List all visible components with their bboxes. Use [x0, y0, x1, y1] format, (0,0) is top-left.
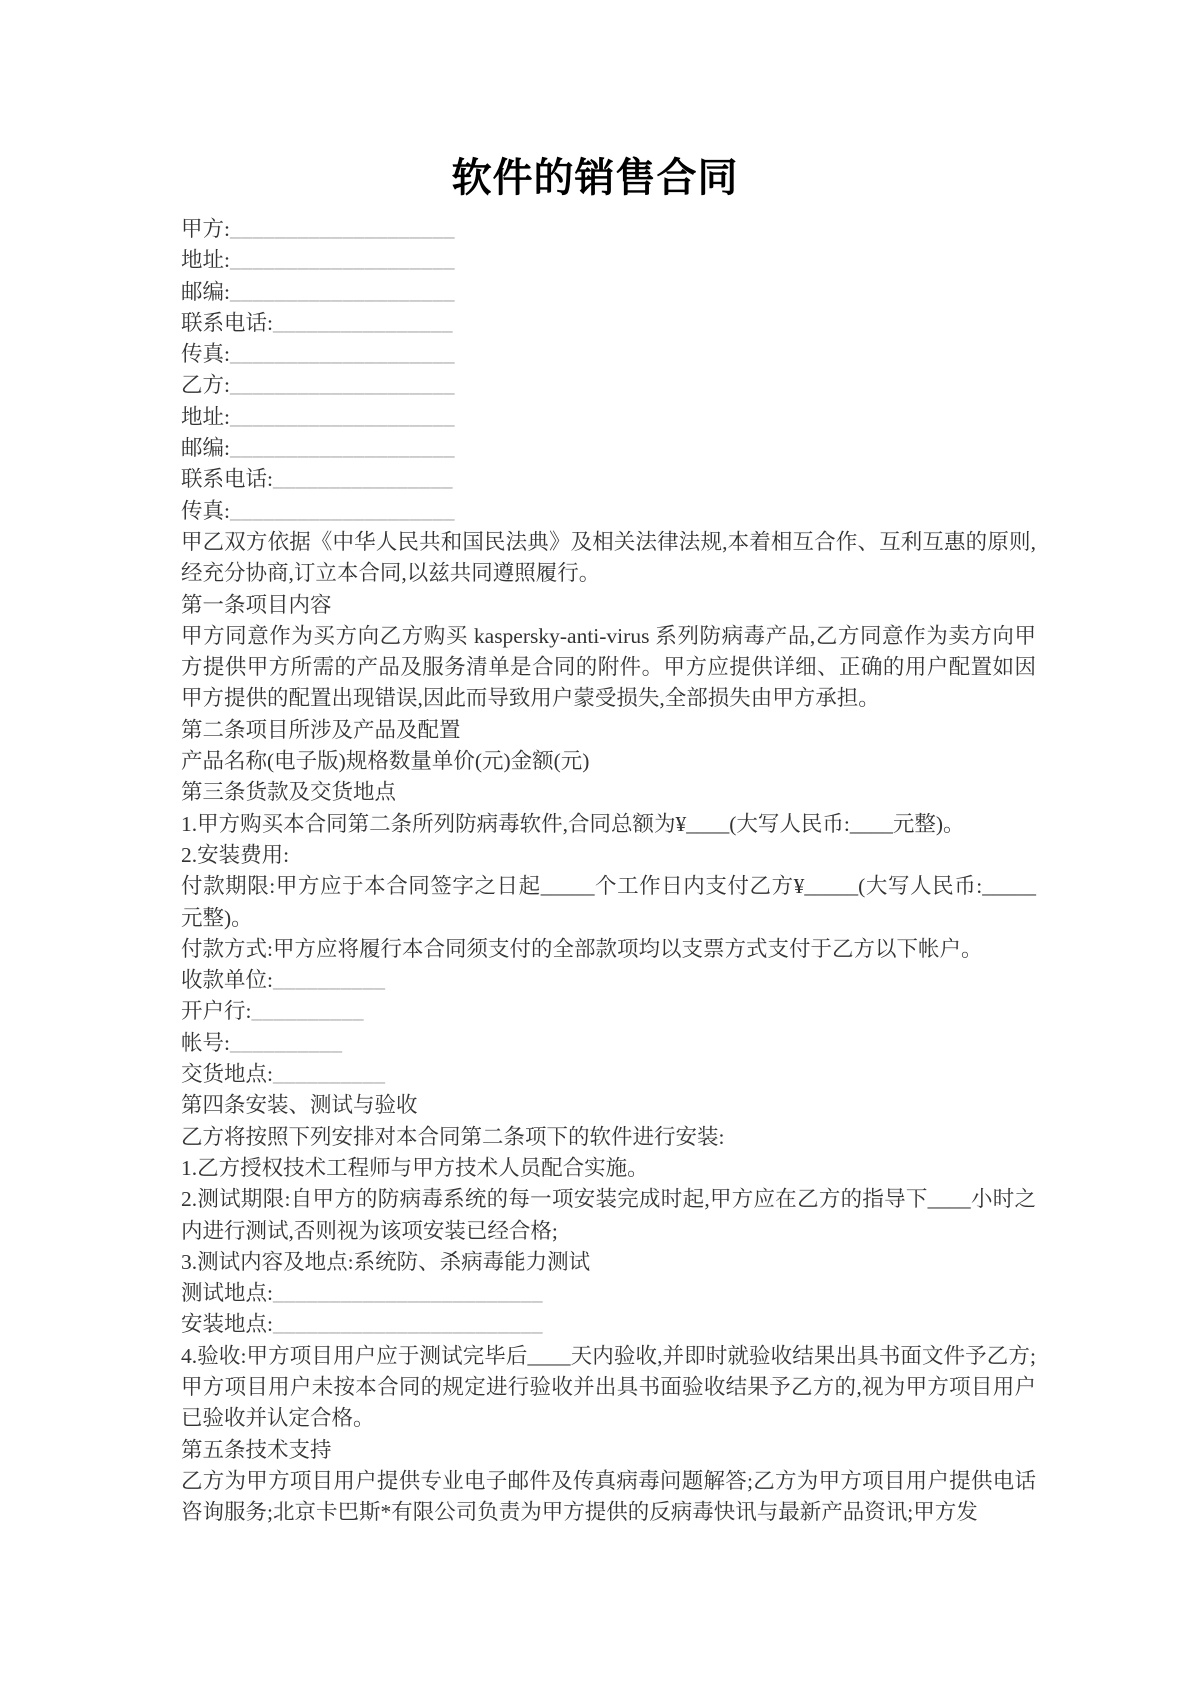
install-location-blank: ________________________ [272, 1312, 543, 1337]
party-a-zipcode-label: 邮编: [181, 279, 230, 304]
party-b-name-row [181, 370, 1036, 401]
article-3-heading: 第三条货款及交货地点 [181, 780, 397, 805]
article-2-heading: 第二条项目所涉及产品及配置 [181, 717, 461, 742]
party-a-name-row [181, 214, 1036, 245]
test-location-blank: ________________________ [272, 1281, 543, 1306]
party-b-fax-label: 传真: [181, 498, 230, 523]
party-b-fax-row [181, 496, 1036, 527]
payee-name-label: 收款单位: [181, 968, 273, 993]
account-number-row [181, 1028, 1036, 1059]
party-a-fax-label: 传真: [181, 342, 230, 367]
party-a-fax-row [181, 339, 1036, 370]
install-location-row [181, 1309, 1036, 1340]
account-number-blank: __________ [229, 1030, 343, 1055]
article-1-heading: 第一条项目内容 [181, 592, 332, 617]
party-b-zipcode-label: 邮编: [181, 436, 230, 461]
party-b-phone-blank: ________________ [272, 467, 453, 492]
party-a-name-blank: ____________________ [229, 217, 455, 241]
payee-name-row [181, 965, 1036, 996]
article-4-heading: 第四条安装、测试与验收 [181, 1093, 418, 1118]
clause-4-4-acceptance: 4.验收:甲方项目用户应于测试完毕后____天内验收,并即时就验收结果出具书面文件予乙方;甲方项目用户未按本合同的规定进行验收并出具书面验收结果予乙方的,视为甲方项目用户已验收并认定合格。 [181, 1343, 1036, 1431]
test-location-row [181, 1278, 1036, 1309]
preamble-paragraph: 甲乙双方依据《中华人民共和国民法典》及相关法律法规,本着相互合作、互利互惠的原则,经充分协商,订立本合同,以兹共同遵照履行。 [181, 529, 1036, 586]
clause-4-3-test-content: 3.测试内容及地点:系统防、杀病毒能力测试 [181, 1249, 591, 1274]
bank-row [181, 996, 1036, 1027]
install-arrangement-intro: 乙方将按照下列安排对本合同第二条项下的软件进行安装: [181, 1124, 725, 1149]
payment-term-clause: 付款期限:甲方应于本合同签字之日起_____个工作日内支付乙方¥_____(大写人民币:_____元整)。 [181, 874, 1036, 930]
article-1-body: 甲方同意作为买方向乙方购买 kaspersky-anti-virus 系列防病毒产品,乙方同意作为卖方向甲方提供甲方所需的产品及服务清单是合同的附件。甲方应提供详细、正确的用户配置如因甲方提供的配置出现错误,因此而导致用户蒙受损失,全部损失由甲方承担。 [181, 623, 1036, 711]
payee-name-blank: __________ [272, 968, 386, 993]
delivery-location-label: 交货地点: [181, 1062, 273, 1087]
party-b-phone-label: 联系电话: [181, 467, 273, 492]
party-a-address-blank: ____________________ [229, 248, 455, 273]
payment-method-clause: 付款方式:甲方应将履行本合同须支付的全部款项均以支票方式支付于乙方以下帐户。 [181, 936, 983, 961]
bank-label: 开户行: [181, 999, 252, 1024]
party-b-address-label: 地址: [181, 404, 230, 429]
party-b-fax-blank: ____________________ [229, 498, 455, 523]
party-a-name-label: 甲方: [181, 217, 230, 241]
party-a-phone-label: 联系电话: [181, 310, 273, 335]
document-title: 软件的销售合同 [451, 156, 739, 200]
party-b-name-blank: ____________________ [229, 373, 455, 398]
delivery-location-blank: __________ [272, 1062, 386, 1087]
document-body [181, 214, 1036, 1528]
party-a-zipcode-blank: ____________________ [229, 279, 455, 304]
party-a-address-row [181, 245, 1036, 276]
clause-3-2-install-fee: 2.安装费用: [181, 842, 290, 867]
clause-3-1-total-amount: 1.甲方购买本合同第二条所列防病毒软件,合同总额为¥____(大写人民币:____元整)。 [181, 811, 965, 836]
party-a-phone-row [181, 308, 1036, 339]
clause-4-1-engineer: 1.乙方授权技术工程师与甲方技术人员配合实施。 [181, 1155, 649, 1180]
party-b-phone-row [181, 464, 1036, 495]
party-a-address-label: 地址: [181, 248, 230, 273]
bank-blank: __________ [251, 999, 364, 1024]
product-table-header-line: 产品名称(电子版)规格数量单价(元)金额(元) [181, 749, 590, 774]
test-location-label: 测试地点: [181, 1281, 273, 1306]
party-b-name-label: 乙方: [181, 373, 230, 398]
party-a-phone-blank: ________________ [272, 310, 453, 335]
clause-4-2-test-period: 2.测试期限:自甲方的防病毒系统的每一项安装完成时起,甲方应在乙方的指导下____小时之内进行测试,否则视为该项安装已经合格; [181, 1187, 1036, 1243]
party-a-zipcode-row [181, 277, 1036, 308]
delivery-location-row [181, 1059, 1036, 1090]
party-b-zipcode-row [181, 433, 1036, 464]
article-5-heading: 第五条技术支持 [181, 1437, 332, 1462]
party-a-fax-blank: ____________________ [229, 342, 455, 367]
party-b-address-row [181, 402, 1036, 433]
party-b-address-blank: ____________________ [229, 404, 455, 429]
article-5-body: 乙方为甲方项目用户提供专业电子邮件及传真病毒问题解答;乙方为甲方项目用户提供电话咨询服务;北京卡巴斯*有限公司负责为甲方提供的反病毒快讯与最新产品资讯;甲方发 [181, 1468, 1036, 1525]
party-b-zipcode-blank: ____________________ [229, 436, 455, 461]
install-location-label: 安装地点: [181, 1312, 273, 1337]
account-number-label: 帐号: [181, 1030, 230, 1055]
